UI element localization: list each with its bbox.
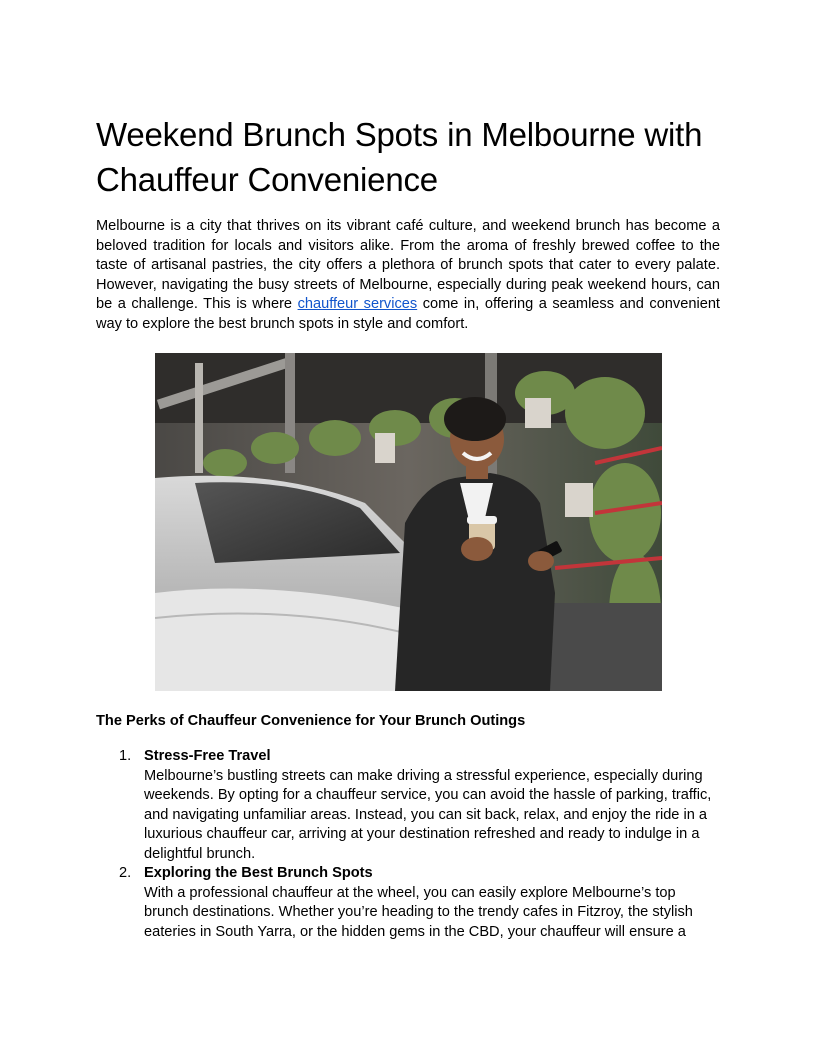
perks-list [96,747,720,942]
intro-text-before-link: Melbourne is a city that thrives on its vibrant café culture, and weekend brunch has become a beloved tradition for locals and visitors alike. From the aroma of freshly brewed coffee to the taste of artisanal pastries, the city offers a plethora of brunch spots that cater to every palate. However, navigating the busy streets of Melbourne, especially during peak weekend hours, can be a challenge. This is where [96,218,720,312]
list-item-title: Stress-Free Travel [144,748,271,764]
page-title: Weekend Brunch Spots in Melbourne with Chauffeur Convenience [96,116,703,198]
list-item [96,864,720,942]
intro-paragraph [96,217,720,334]
list-item-number: 1. [119,748,132,764]
section-heading: The Perks of Chauffeur Convenience for Your Brunch Outings [96,713,526,729]
hero-photo [155,353,662,691]
intro-text-after-link: come in, offering a seamless and convenient way to explore the best brunch spots in style and comfort. [96,296,720,332]
list-item-title: Exploring the Best Brunch Spots [144,865,373,881]
list-item-body: Melbourne’s bustling streets can make driving a stressful experience, especially during weekends. By opting for a chauffeur service, you can avoid the hassle of parking, traffic, and navigating unfamiliar areas. Instead, you can sit back, relax, and enjoy the ride in a luxurious chauffeur car, arriving at your destination refreshed and ready to indulge in a delightful brunch. [144,767,712,862]
list-item [96,747,720,864]
list-item-body: With a professional chauffeur at the wheel, you can easily explore Melbourne’s top brunch destinations. Whether you’re heading to the trendy cafes in Fitzroy, the stylish eateries in South Yarra, or the hidden gems in the CBD, your chauffeur will ensure a [144,884,693,940]
list-item-number: 2. [119,865,132,881]
chauffeur-services-link[interactable]: chauffeur services [297,296,418,312]
